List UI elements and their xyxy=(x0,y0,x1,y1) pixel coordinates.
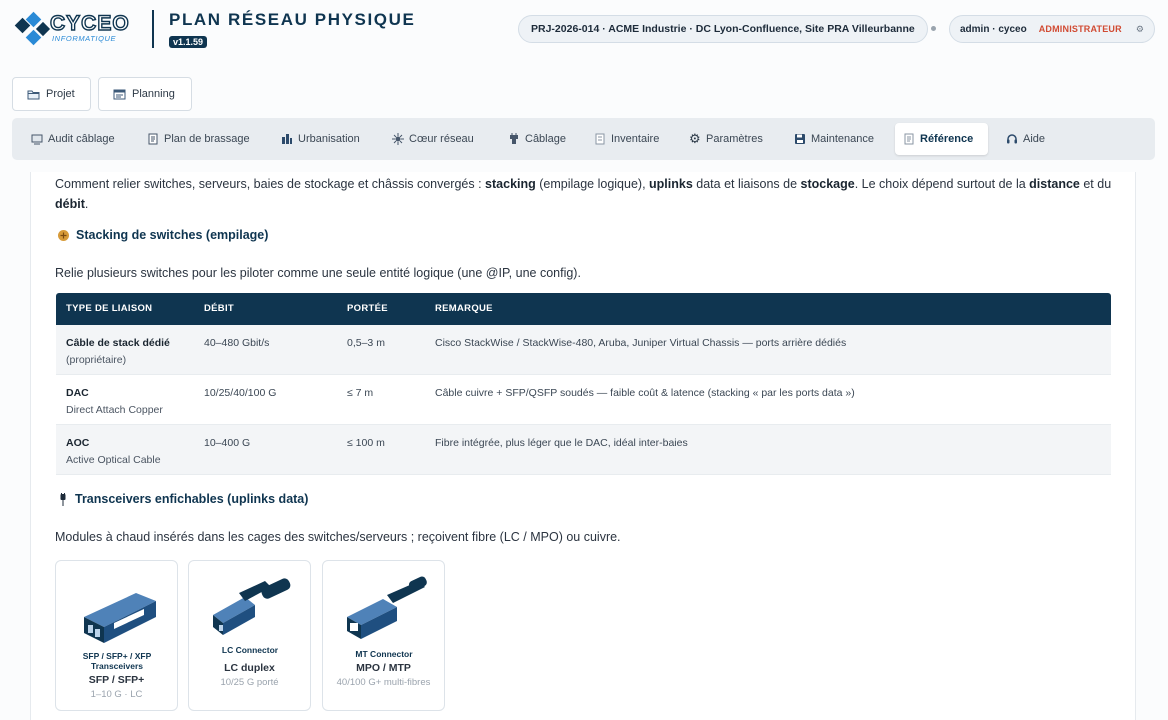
cable-icon xyxy=(508,133,520,145)
tab-label: Cœur réseau xyxy=(409,133,474,145)
card-title: SFP / SFP+ xyxy=(88,674,145,686)
cell-remarque: Cisco StackWise / StackWise-480, Aruba, Juniper Virtual Chassis — ports arrière dédiés xyxy=(435,337,847,349)
cell-portee: ≤ 100 m xyxy=(347,437,385,449)
cell-debit: 10/25/40/100 G xyxy=(204,387,277,399)
planning-button-label: Planning xyxy=(132,88,175,100)
link-icon xyxy=(57,229,70,242)
image-caption: SFP / SFP+ / XFP xyxy=(82,651,152,661)
column-header: PORTÉE xyxy=(347,303,388,314)
column-header: DÉBIT xyxy=(204,303,234,314)
user-name: admin · cyceo xyxy=(960,23,1027,35)
plug-icon xyxy=(57,493,69,506)
card-title: MPO / MTP xyxy=(356,662,411,674)
section-title-text: Transceivers enfichables (uplinks data) xyxy=(75,492,309,506)
tab-inventaire[interactable] xyxy=(586,123,667,155)
headset-icon xyxy=(1006,133,1018,145)
audit-icon xyxy=(31,133,43,145)
header-divider xyxy=(152,10,154,48)
tab-aide[interactable] xyxy=(998,123,1053,155)
planning-button[interactable] xyxy=(98,77,192,111)
cell-type: Câble de stack dédié (propriétaire) xyxy=(66,337,170,366)
column-header: REMARQUE xyxy=(435,303,493,314)
separator-dot xyxy=(931,26,936,31)
cell-debit: 10–400 G xyxy=(204,437,251,449)
lc-connector-image xyxy=(199,569,302,669)
tab-label: Audit câblage xyxy=(48,133,115,145)
tab-coeur-reseau[interactable] xyxy=(384,123,482,155)
cell-remarque: Câble cuivre + SFP/QSFP soudés — faible coût & latence (stacking « par les ports data ») xyxy=(435,387,855,399)
stacking-table xyxy=(56,293,1111,475)
tab-plan-de-brassage[interactable] xyxy=(139,123,258,155)
main-tabbar xyxy=(12,118,1155,160)
app-header xyxy=(0,0,1168,62)
logo-text: CYCEO xyxy=(50,12,130,35)
section-title-text: Stacking de switches (empilage) xyxy=(76,228,269,242)
card-subtitle: 40/100 G+ multi-fibres xyxy=(336,677,431,688)
image-caption: LC Connector xyxy=(221,645,279,655)
tab-parametres[interactable] xyxy=(681,123,771,155)
network-core-icon xyxy=(392,133,404,145)
card-subtitle: 1–10 G · LC xyxy=(90,689,143,700)
table-header xyxy=(56,293,1111,325)
image-caption: MT Connector xyxy=(355,649,413,659)
tab-label: Maintenance xyxy=(811,133,874,145)
projet-button[interactable] xyxy=(12,77,91,111)
project-label: PRJ-2026-014 · ACME Industrie · DC Lyon-Confluence, Site PRA Villeurbanne xyxy=(531,23,915,35)
app-title: PLAN RÉSEAU PHYSIQUE xyxy=(169,10,416,29)
card-title: LC duplex xyxy=(224,662,275,674)
building-icon xyxy=(281,133,293,145)
tab-audit-cablage[interactable] xyxy=(23,123,123,155)
folder-icon xyxy=(27,89,40,100)
settings-icon[interactable]: ⚙ xyxy=(1135,23,1144,34)
tab-label: Câblage xyxy=(525,133,566,145)
cyceo-logo[interactable] xyxy=(14,6,139,52)
tab-maintenance[interactable] xyxy=(786,123,882,155)
tab-urbanisation[interactable] xyxy=(273,123,368,155)
tab-label: Paramètres xyxy=(706,133,763,145)
calendar-icon xyxy=(113,89,126,100)
version-badge: v1.1.59 xyxy=(169,36,207,48)
cell-portee: 0,5–3 m xyxy=(347,337,385,349)
section-text-stacking: Relie plusieurs switches pour les piloter comme une seule entité logique (une @IP, une config). xyxy=(55,266,581,280)
cell-portee: ≤ 7 m xyxy=(347,387,374,399)
cell-remarque: Fibre intégrée, plus léger que le DAC, idéal inter-baies xyxy=(435,437,688,449)
project-selector[interactable] xyxy=(518,15,928,43)
inventory-icon xyxy=(594,133,606,145)
cell-type: DAC Direct Attach Copper xyxy=(66,387,163,416)
table-row xyxy=(56,325,1111,375)
card-subtitle: 10/25 G porté xyxy=(220,677,279,688)
gear-icon: ⚙ xyxy=(689,131,701,146)
mt-connector-image xyxy=(333,569,436,669)
tab-label: Aide xyxy=(1023,133,1046,145)
logo-subtext: INFORMATIQUE xyxy=(52,34,117,43)
projet-button-label: Projet xyxy=(46,88,75,100)
user-menu[interactable] xyxy=(949,15,1155,43)
sfp-transceiver-image xyxy=(66,569,169,669)
tab-label: Plan de brassage xyxy=(164,133,250,145)
document-icon xyxy=(903,133,915,145)
patch-plan-icon xyxy=(147,133,159,145)
intro-paragraph: Comment relier switches, serveurs, baies de stockage et châssis convergés : stacking (empilage logique), uplinks data et liaisons de stockage. Le choix dépend surtout de la distance et du débit. xyxy=(55,177,1112,211)
connector-card-sfp[interactable] xyxy=(55,560,178,711)
save-icon xyxy=(794,133,806,145)
column-header: TYPE DE LIAISON xyxy=(66,303,153,314)
tab-label: Référence xyxy=(920,133,974,145)
tab-cablage[interactable] xyxy=(500,123,574,155)
cell-debit: 40–480 Gbit/s xyxy=(204,337,270,349)
image-caption: Transceivers xyxy=(91,661,143,669)
section-text-transceivers: Modules à chaud insérés dans les cages des switches/serveurs ; reçoivent fibre (LC / MPO) ou cuivre. xyxy=(55,530,621,544)
tab-reference[interactable] xyxy=(895,123,988,155)
table-row xyxy=(56,425,1111,475)
tab-label: Inventaire xyxy=(611,133,660,145)
section-title-stacking xyxy=(57,228,268,242)
connector-card-lc[interactable] xyxy=(188,560,311,711)
cell-type: AOC Active Optical Cable xyxy=(66,437,161,466)
role-badge: ADMINISTRATEUR xyxy=(1038,24,1122,34)
connector-card-mpo[interactable] xyxy=(322,560,445,711)
table-row xyxy=(56,375,1111,425)
section-title-transceivers xyxy=(57,492,308,506)
tab-label: Urbanisation xyxy=(298,133,360,145)
